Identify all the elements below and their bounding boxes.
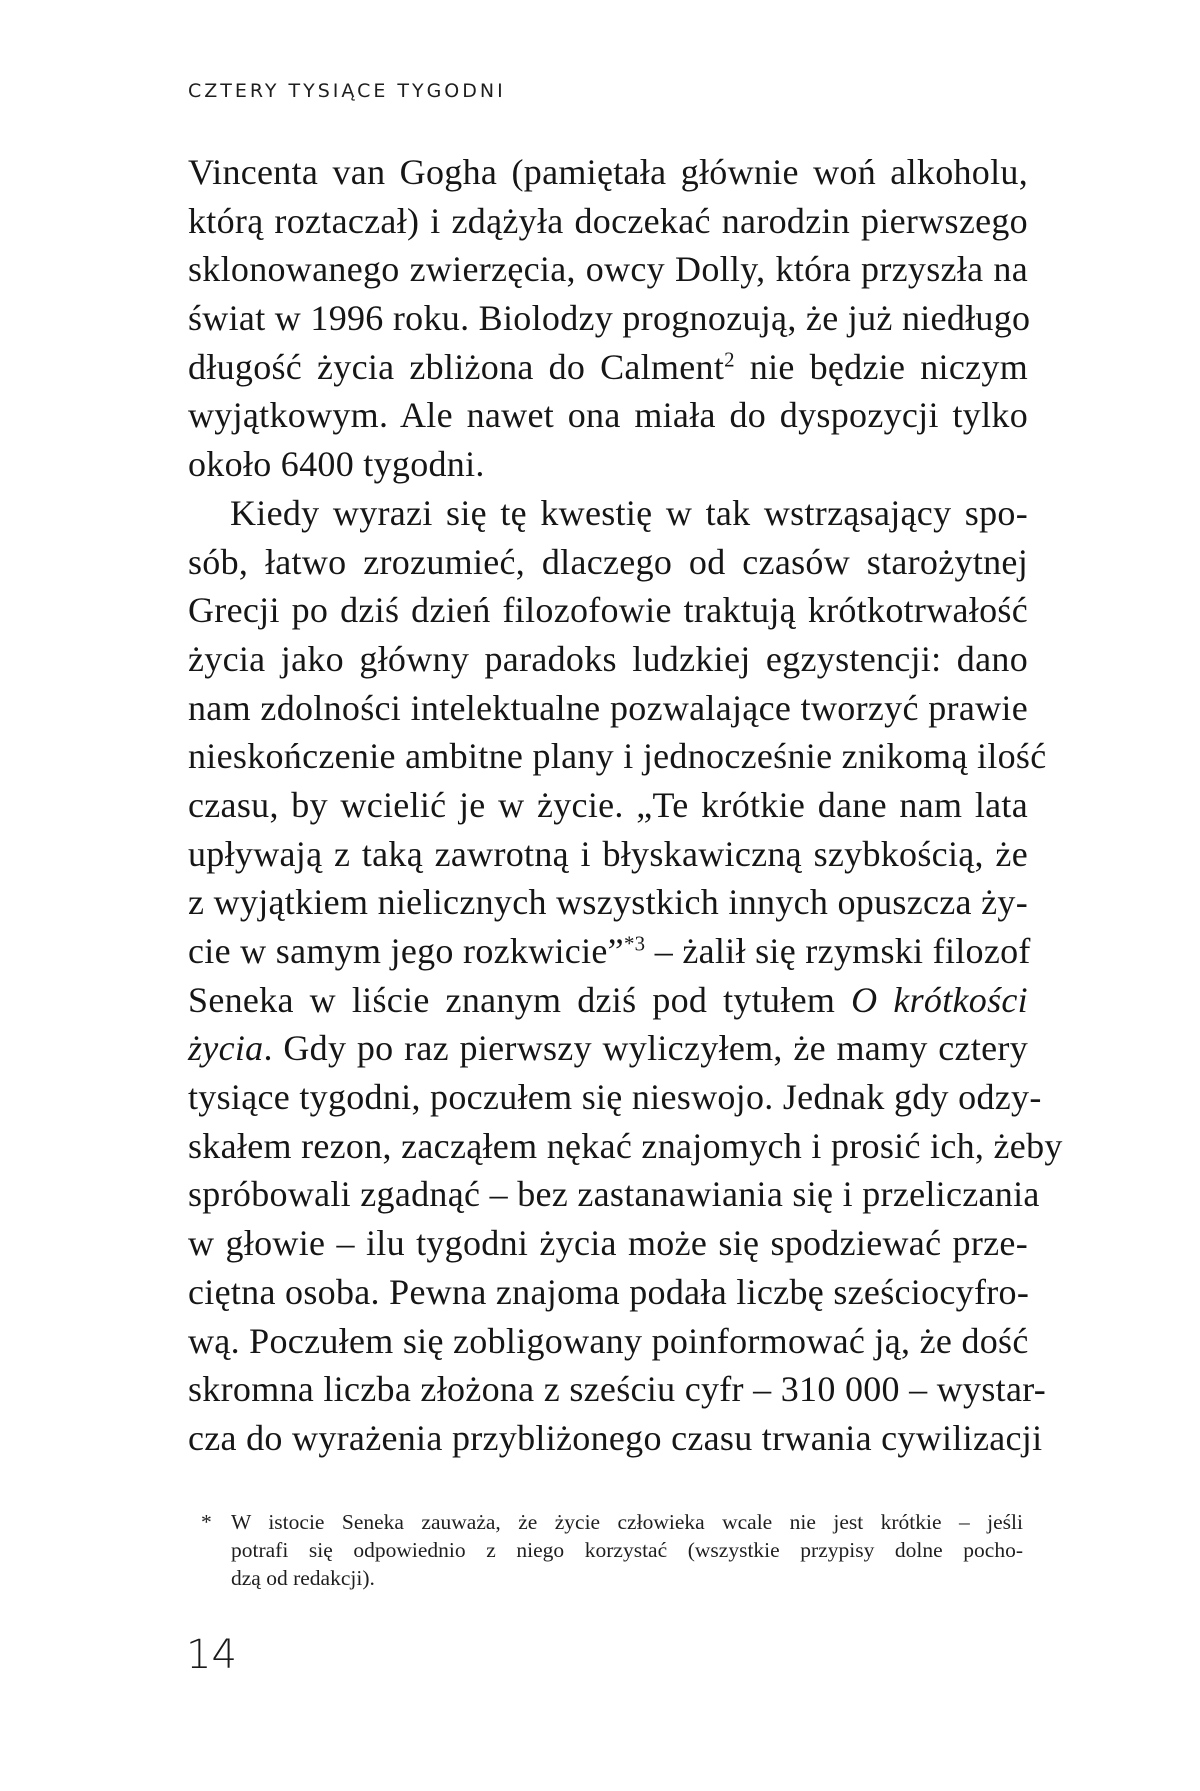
body-line: upływają z taką zawrotną i błyskawiczną szybkością, że [188, 833, 1028, 874]
body-line: nieskończenie ambitne plany i jednocześnie znikomą ilość [188, 736, 1047, 777]
body-line: z wyjątkiem nielicznych wszystkich innych opuszcza ży- [188, 882, 1028, 923]
footnote-marker: * [201, 1510, 212, 1534]
footnote-line: W istocie Seneka zauważa, że życie człowieka wcale nie jest krótkie – jeśli [231, 1510, 1023, 1534]
body-line: czasu, by wcielić je w życie. „Te krótkie dane nam lata [188, 784, 1028, 825]
body-line: wyjątkowym. Ale nawet ona miała do dyspozycji tylko [188, 395, 1028, 436]
body-line: tysiące tygodni, poczułem się nieswojo. Jednak gdy odzy- [188, 1077, 1042, 1118]
page-number: 14 [186, 1632, 237, 1678]
body-line: życia. Gdy po raz pierwszy wyliczyłem, że mamy cztery [188, 1028, 1028, 1069]
body-line: długość życia zbliżona do Calment$^2$ nie będzie niczym [188, 346, 1028, 387]
footnote-line: potrafi się odpowiednio z niego korzystać (wszystkie przypisy dolne pocho- [231, 1538, 1023, 1562]
body-line: około 6400 tygodni. [188, 444, 485, 485]
body-line: Grecji po dziś dzień filozofowie traktują krótkotrwałość [188, 590, 1028, 631]
body-line: skałem rezon, zacząłem nękać znajomych i prosić ich, żeby [188, 1125, 1063, 1166]
body-line: cza do wyrażenia przybliżonego czasu trwania cywilizacji [188, 1417, 1043, 1458]
body-line: Vincenta van Gogha (pamiętała głównie woń alkoholu, [188, 152, 1028, 192]
body-line: sób, łatwo zrozumieć, dlaczego od czasów starożytnej [188, 541, 1028, 582]
body-line: spróbowali zgadnąć – bez zastanawiania się i przeliczania [188, 1174, 1040, 1215]
body-text [188, 148, 1063, 1463]
body-line: Seneka w liście znanym dziś pod tytułem O krótkości [188, 979, 1028, 1020]
footnote-text [231, 1508, 1023, 1592]
body-line: ciętna osoba. Pewna znajoma podała liczbę sześciocyfro- [188, 1271, 1030, 1312]
body-line: Kiedy wyrazi się tę kwestię w tak wstrząsający spo- [230, 492, 1028, 533]
body-line: którą roztaczał) i zdążyła doczekać narodzin pierwszego [188, 200, 1028, 241]
body-line: w głowie – ilu tygodni życia może się spodziewać prze- [188, 1223, 1028, 1264]
body-line: życia jako główny paradoks ludzkiej egzystencji: dano [188, 638, 1028, 679]
body-line: nam zdolności intelektualne pozwalające tworzyć prawie [188, 687, 1028, 728]
body-line: świat w 1996 roku. Biolodzy prognozują, że już niedługo [188, 298, 1031, 339]
body-line: wą. Poczułem się zobligowany poinformować ją, że dość [188, 1320, 1029, 1361]
running-head: CZTERY TYSIĄCE TYGODNI [188, 80, 506, 102]
body-line: cie w samym jego rozkwicie”$^{*3}$ – żalił się rzymski filozof [188, 931, 1031, 971]
body-line: sklonowanego zwierzęcia, owcy Dolly, która przyszła na [188, 249, 1028, 290]
footnote-line: dzą od redakcji). [231, 1566, 375, 1590]
body-line: skromna liczba złożona z sześciu cyfr – 310 000 – wystar- [188, 1369, 1047, 1410]
footnote [201, 1508, 1023, 1592]
